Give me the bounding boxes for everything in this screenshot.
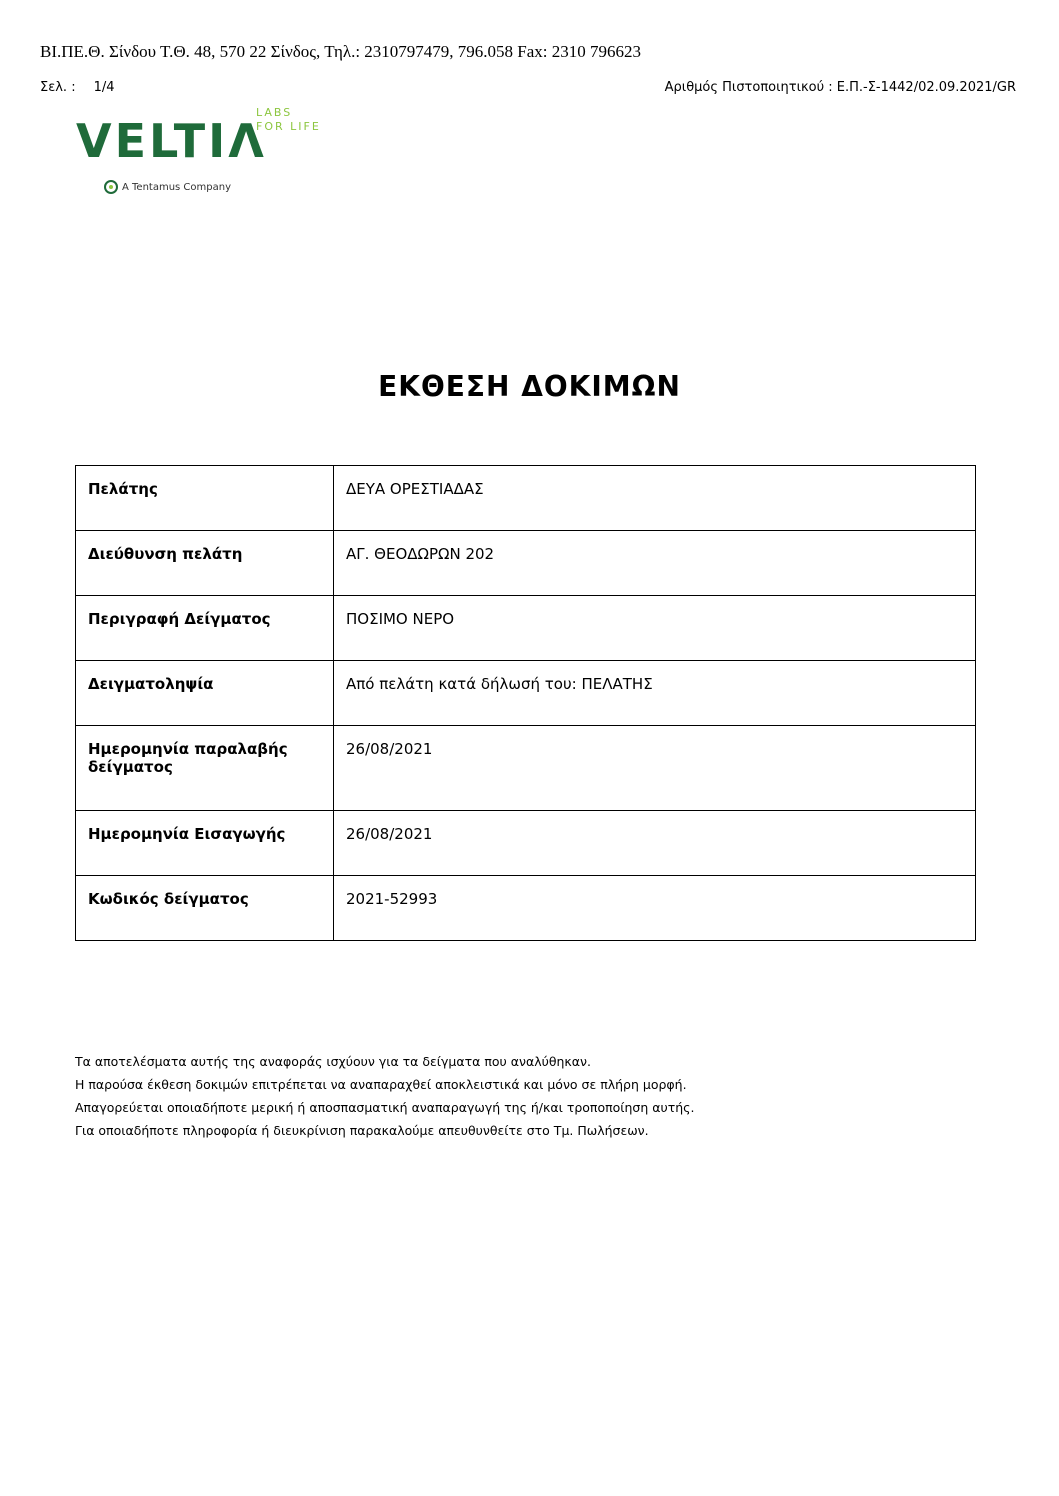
logo-subtitle bbox=[104, 180, 231, 194]
sample-info-table bbox=[75, 465, 976, 941]
table-row bbox=[76, 466, 976, 531]
row-label-entry-date: Ημερομηνία Εισαγωγής bbox=[76, 811, 334, 876]
page-label: Σελ. : bbox=[40, 80, 76, 95]
table-row bbox=[76, 531, 976, 596]
row-value-client-address: ΑΓ. ΘΕΟΔΩΡΩΝ 202 bbox=[334, 531, 976, 596]
row-label-client: Πελάτης bbox=[76, 466, 334, 531]
row-value-receipt-date: 26/08/2021 bbox=[334, 726, 976, 811]
row-label-sample-code: Κωδικός δείγματος bbox=[76, 876, 334, 941]
lab-address: ΒΙ.ΠΕ.Θ. Σίνδου Τ.Θ. 48, 570 22 Σίνδος, Τηλ.: 2310797479, 796.058 Fax: 2310 796623 bbox=[40, 42, 642, 61]
tentamus-icon bbox=[104, 180, 118, 194]
row-label-client-address: Διεύθυνση πελάτη bbox=[76, 531, 334, 596]
table-row bbox=[76, 661, 976, 726]
table-row bbox=[76, 726, 976, 811]
logo-tagline-line2: FOR LIFE bbox=[256, 120, 321, 133]
row-label-sample-description: Περιγραφή Δείγματος bbox=[76, 596, 334, 661]
row-value-client: ΔΕΥΑ ΟΡΕΣΤΙΑΔΑΣ bbox=[334, 466, 976, 531]
row-value-entry-date: 26/08/2021 bbox=[334, 811, 976, 876]
table-row bbox=[76, 811, 976, 876]
logo-tagline bbox=[256, 106, 321, 134]
veltia-logo bbox=[76, 104, 336, 200]
row-value-sampling: Από πελάτη κατά δήλωσή του: ΠΕΛΑΤΗΣ bbox=[334, 661, 976, 726]
table-row bbox=[76, 876, 976, 941]
note-line: Για οποιαδήποτε πληροφορία ή διευκρίνιση παρακαλούμε απευθυνθείτε στο Τμ. Πωλήσεων. bbox=[75, 1123, 649, 1138]
disclaimer-notes bbox=[75, 1050, 694, 1142]
logo-tagline-line1: LABS bbox=[256, 106, 293, 119]
logo-wordmark: VELTIΛ bbox=[76, 114, 267, 168]
note-line: Τα αποτελέσματα αυτής της αναφοράς ισχύουν για τα δείγματα που αναλύθηκαν. bbox=[75, 1054, 591, 1069]
row-value-sample-code: 2021-52993 bbox=[334, 876, 976, 941]
certificate-number: Αριθμός Πιστοποιητικού : Ε.Π.-Σ-1442/02.09.2021/GR bbox=[664, 80, 1016, 95]
row-value-sample-description: ΠΟΣΙΜΟ ΝΕΡΟ bbox=[334, 596, 976, 661]
page-value: 1/4 bbox=[93, 80, 115, 95]
table-row bbox=[76, 596, 976, 661]
row-label-sampling: Δειγματοληψία bbox=[76, 661, 334, 726]
logo-subtitle-text: A Tentamus Company bbox=[122, 181, 232, 193]
document-title: ΕΚΘΕΣΗ ΔΟΚΙΜΩΝ bbox=[378, 370, 681, 403]
page-number bbox=[40, 80, 115, 95]
note-line: Η παρούσα έκθεση δοκιμών επιτρέπεται να αναπαραχθεί αποκλειστικά και μόνο σε πλήρη μορφή. bbox=[75, 1077, 687, 1092]
note-line: Απαγορεύεται οποιαδήποτε μερική ή αποσπασματική αναπαραγωγή της ή/και τροποποίηση αυτής. bbox=[75, 1100, 695, 1115]
row-label-receipt-date: Ημερομηνία παραλαβής δείγματος bbox=[76, 726, 334, 811]
